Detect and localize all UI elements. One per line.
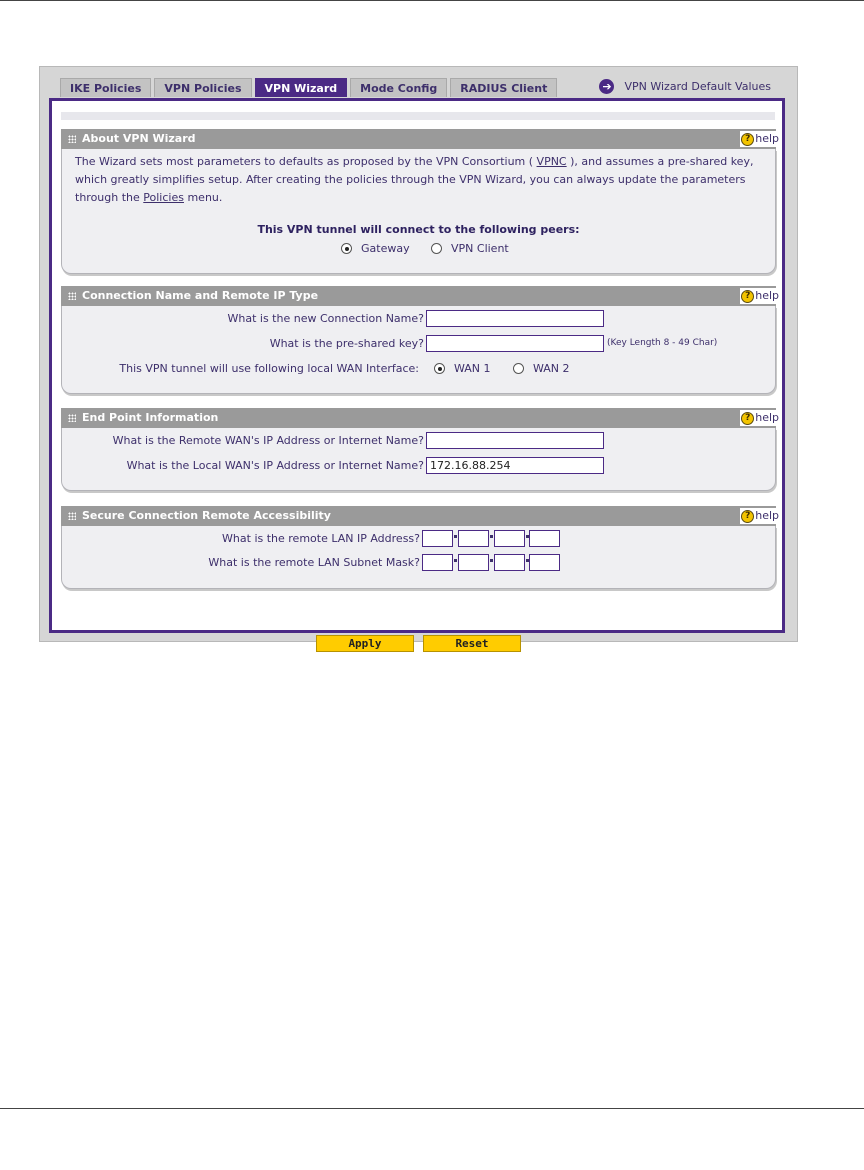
- preshared-key-label: What is the pre-shared key?: [269, 337, 424, 350]
- arrow-right-circle-icon: ➔: [599, 79, 614, 94]
- radio-vpn-client-label: VPN Client: [451, 242, 509, 255]
- help-link[interactable]: [740, 131, 780, 147]
- remote-wan-input[interactable]: [426, 432, 604, 449]
- ip-dot: [454, 535, 457, 538]
- help-link[interactable]: [740, 508, 780, 524]
- help-label: help: [755, 509, 779, 522]
- help-icon: ?: [741, 510, 754, 523]
- help-label: help: [755, 132, 779, 145]
- lan-mask-octet-1[interactable]: [422, 554, 453, 571]
- help-icon: ?: [741, 133, 754, 146]
- wan-interface-row: [62, 360, 775, 378]
- local-wan-label: What is the Local WAN's IP Address or Internet Name?: [126, 459, 424, 472]
- page-bottom-rule: [0, 1108, 864, 1109]
- endpoint-section: [61, 408, 779, 491]
- local-wan-row: [62, 457, 775, 475]
- section-title: Secure Connection Remote Accessibility: [82, 509, 331, 522]
- preshared-key-row: [62, 335, 775, 353]
- preshared-key-input[interactable]: [426, 335, 604, 352]
- wizard-content: [49, 98, 785, 650]
- tab-mode-config[interactable]: Mode Config: [350, 78, 447, 97]
- radio-wan2-label: WAN 2: [533, 362, 570, 375]
- about-section: [61, 129, 779, 274]
- tab-vpn-policies[interactable]: VPN Policies: [154, 78, 251, 97]
- secure-access-section: [61, 506, 779, 589]
- connection-section: [61, 286, 779, 394]
- defaults-link-label: VPN Wizard Default Values: [624, 80, 771, 93]
- help-link[interactable]: [740, 288, 780, 304]
- tab-vpn-wizard[interactable]: VPN Wizard: [255, 78, 348, 97]
- wan-interface-label: This VPN tunnel will use following local WAN Interface:: [119, 362, 419, 375]
- remote-lan-mask-label: What is the remote LAN Subnet Mask?: [208, 556, 420, 569]
- lan-mask-octet-2[interactable]: [458, 554, 489, 571]
- grip-icon: [68, 512, 76, 520]
- radio-wan1[interactable]: [434, 363, 445, 374]
- vpn-wizard-defaults-link[interactable]: [599, 79, 771, 94]
- peer-vpn-client-option[interactable]: [431, 242, 509, 255]
- help-icon: ?: [741, 412, 754, 425]
- help-label: help: [755, 289, 779, 302]
- lan-ip-octet-3[interactable]: [494, 530, 525, 547]
- section-body: [61, 526, 776, 589]
- wan2-option[interactable]: [513, 362, 570, 375]
- page-top-rule: [0, 0, 864, 1]
- radio-wan1-label: WAN 1: [454, 362, 491, 375]
- radio-gateway[interactable]: [341, 243, 352, 254]
- section-header: [61, 408, 779, 428]
- about-text-2: ), and assumes a pre-shared key, which greatly simplifies setup. After creating the policies through the VPN Wizard, you can always update the parameters through the: [75, 155, 754, 204]
- section-title: About VPN Wizard: [82, 132, 196, 145]
- lan-mask-octet-3[interactable]: [494, 554, 525, 571]
- ip-dot: [490, 559, 493, 562]
- remote-wan-row: [62, 432, 775, 450]
- vpnc-link[interactable]: VPNC: [536, 155, 567, 168]
- about-text-3: menu.: [187, 191, 223, 204]
- tab-bar: [60, 78, 557, 97]
- help-label: help: [755, 411, 779, 424]
- about-text-1: The Wizard sets most parameters to defaults as proposed by the VPN Consortium (: [75, 155, 534, 168]
- section-body: [61, 306, 776, 394]
- grip-icon: [68, 292, 76, 300]
- vpn-wizard-panel: [39, 66, 798, 650]
- section-title: End Point Information: [82, 411, 219, 424]
- grip-icon: [68, 414, 76, 422]
- remote-lan-ip-label: What is the remote LAN IP Address?: [222, 532, 420, 545]
- connection-name-label: What is the new Connection Name?: [227, 312, 424, 325]
- connection-name-input[interactable]: [426, 310, 604, 327]
- policies-link[interactable]: Policies: [143, 191, 184, 204]
- lan-ip-octet-4[interactable]: [529, 530, 560, 547]
- radio-vpn-client[interactable]: [431, 243, 442, 254]
- ip-dot: [454, 559, 457, 562]
- lan-ip-octet-2[interactable]: [458, 530, 489, 547]
- section-header: [61, 506, 779, 526]
- tab-radius-client[interactable]: RADIUS Client: [450, 78, 557, 97]
- section-body: [61, 428, 776, 491]
- content-top-bar: [61, 112, 775, 120]
- about-description: [75, 153, 765, 207]
- remote-lan-ip-row: [62, 530, 775, 548]
- remote-lan-mask-row: [62, 554, 775, 572]
- radio-gateway-label: Gateway: [361, 242, 410, 255]
- radio-wan2[interactable]: [513, 363, 524, 374]
- section-header: [61, 286, 779, 306]
- help-link[interactable]: [740, 410, 780, 426]
- help-icon: ?: [741, 290, 754, 303]
- local-wan-input[interactable]: [426, 457, 604, 474]
- key-length-hint: (Key Length 8 - 49 Char): [607, 338, 718, 348]
- ip-dot: [490, 535, 493, 538]
- connection-name-row: [62, 310, 775, 328]
- tab-ike-policies[interactable]: IKE Policies: [60, 78, 151, 97]
- apply-button[interactable]: Apply: [316, 635, 414, 652]
- lan-mask-octet-4[interactable]: [529, 554, 560, 571]
- wan1-option[interactable]: [434, 362, 491, 375]
- grip-icon: [68, 135, 76, 143]
- lan-ip-octet-1[interactable]: [422, 530, 453, 547]
- section-body: [61, 149, 776, 274]
- remote-wan-label: What is the Remote WAN's IP Address or Internet Name?: [112, 434, 424, 447]
- section-header: [61, 129, 779, 149]
- peers-title: This VPN tunnel will connect to the following peers:: [257, 223, 580, 236]
- reset-button[interactable]: Reset: [423, 635, 521, 652]
- peer-gateway-option[interactable]: [341, 242, 410, 255]
- section-title: Connection Name and Remote IP Type: [82, 289, 319, 302]
